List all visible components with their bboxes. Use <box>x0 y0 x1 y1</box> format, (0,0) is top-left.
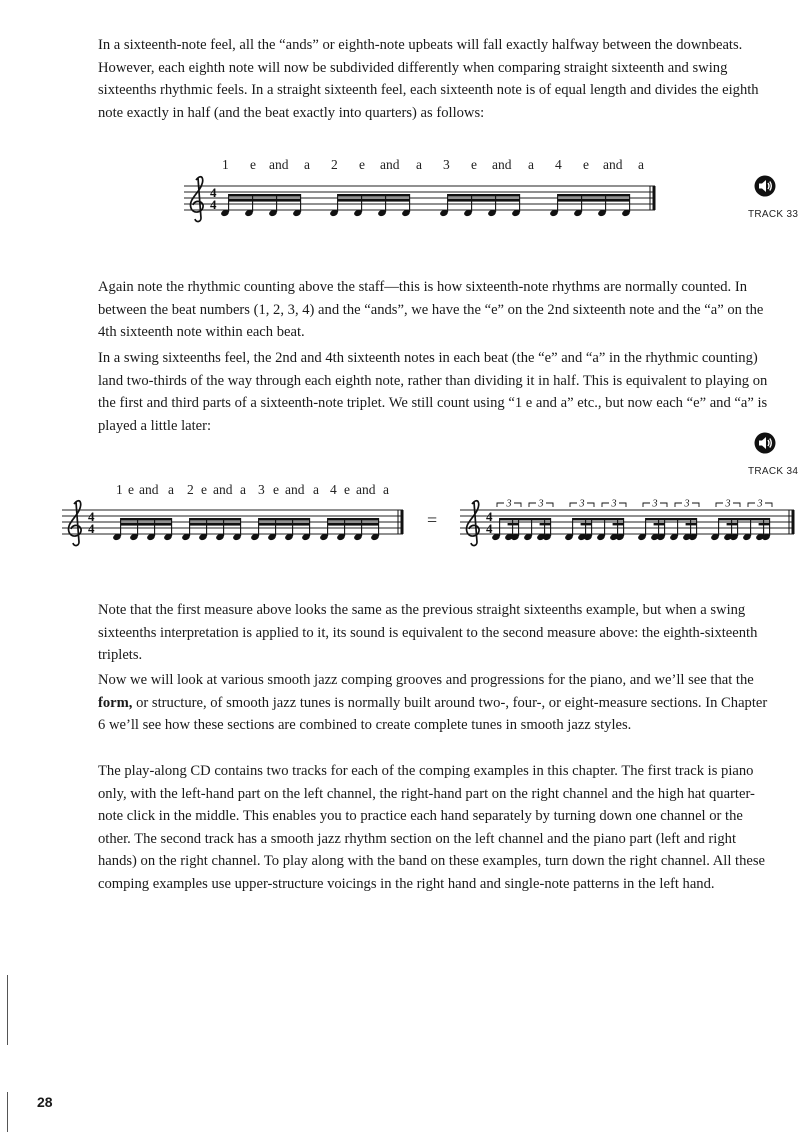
treble-clef-icon <box>190 177 203 222</box>
margin-mark <box>7 1092 8 1132</box>
time-signature <box>88 509 95 536</box>
count-syllable: and <box>285 482 305 497</box>
triplet-notes <box>491 499 772 542</box>
paragraph-form <box>98 669 770 737</box>
beam-secondary <box>654 523 665 525</box>
beam-secondary <box>508 523 519 525</box>
beam-secondary <box>759 523 770 525</box>
beam-secondary <box>121 523 172 526</box>
staff-lines <box>184 186 655 210</box>
beam-secondary <box>328 523 379 526</box>
paragraph-straight-sixteenths: In a sixteenth-note feel, all the “ands” or eighth-note upbeats will fall exactly halfway between the downbeats. However, each eighth note will now be subdivided differently when comparing straight sixteenth and swing sixteenths rhythmic feels. In a straight sixteenth feel, each sixteenth note is of equal length and divides the eighth note exactly in half (and the beat exactly into quarters) as follows: <box>98 37 759 121</box>
svg-text:4: 4 <box>88 521 95 536</box>
count-syllable: 1 <box>222 157 229 172</box>
beam-secondary <box>448 199 520 202</box>
count-syllable: a <box>528 157 534 172</box>
triplet-number: 3 <box>611 498 617 510</box>
time-signature <box>486 509 493 536</box>
beam-primary <box>719 518 770 520</box>
beam-primary <box>338 194 410 197</box>
margin-mark <box>7 975 8 1045</box>
beam-secondary <box>613 523 624 525</box>
count-syllable: and <box>492 157 512 172</box>
count-syllable: and <box>213 482 233 497</box>
count-syllable: and <box>356 482 376 497</box>
svg-text:4: 4 <box>88 509 95 524</box>
triplet-number: 3 <box>757 498 763 510</box>
track-label-34: TRACK 34 <box>748 466 799 477</box>
paragraph-form-text-1: Now we will look at various smooth jazz comping grooves and progressions for the piano, and we’ll see that the <box>98 672 754 688</box>
speaker-icon[interactable] <box>754 175 776 197</box>
term-form: form, <box>98 694 133 711</box>
page-number: 28 <box>37 1094 53 1110</box>
beam-primary <box>558 194 630 197</box>
beam-primary <box>259 518 310 521</box>
count-syllable: a <box>304 157 310 172</box>
beam-primary <box>190 518 241 521</box>
count-syllable: 4 <box>330 482 337 497</box>
count-syllable: 2 <box>331 157 338 172</box>
beam-secondary <box>338 199 410 202</box>
equals-sign: = <box>427 510 438 530</box>
staff-example-1 <box>180 172 660 224</box>
count-syllable: e <box>583 157 589 172</box>
triplet-number: 3 <box>725 498 731 510</box>
count-syllable: 4 <box>555 157 562 172</box>
beam-primary <box>121 518 172 521</box>
svg-text:4: 4 <box>486 509 493 524</box>
count-syllable: e <box>344 482 350 497</box>
staff-lines <box>460 510 794 534</box>
beam-secondary <box>259 523 310 526</box>
count-syllable: a <box>416 157 422 172</box>
triplet-number: 3 <box>579 498 585 510</box>
count-syllable: e <box>128 482 134 497</box>
count-syllable: e <box>359 157 365 172</box>
svg-text:4: 4 <box>486 521 493 536</box>
track-label-33: TRACK 33 <box>748 209 799 220</box>
beam-secondary <box>229 199 301 202</box>
time-signature <box>210 185 217 212</box>
treble-clef-icon <box>68 501 81 546</box>
sixteenth-notes <box>112 518 380 541</box>
count-syllable: e <box>471 157 477 172</box>
beam-primary <box>573 518 624 520</box>
beam-secondary <box>540 523 551 525</box>
count-syllable: a <box>313 482 319 497</box>
sixteenth-notes <box>220 194 631 217</box>
beam-primary <box>646 518 697 520</box>
count-syllable: and <box>380 157 400 172</box>
count-syllable: 2 <box>187 482 194 497</box>
count-syllable: a <box>168 482 174 497</box>
staff-example-2-sixteenths <box>58 496 408 548</box>
beam-secondary <box>727 523 738 525</box>
count-syllable: and <box>139 482 159 497</box>
beam-secondary <box>686 523 697 525</box>
paragraph-note-measure: Note that the first measure above looks the same as the previous straight sixteenths example, but when a swing sixteenths interpretation is applied to it, its sound is equivalent to the second measure above: the eighth-sixteenth triplets. <box>98 602 758 663</box>
beam-primary <box>328 518 379 521</box>
count-syllable: a <box>240 482 246 497</box>
triplet-number: 3 <box>652 498 658 510</box>
count-syllable: a <box>638 157 644 172</box>
paragraph-counting: Again note the rhythmic counting above the staff—this is how sixteenth-note rhythms are normally counted. In between the beat numbers (1, 2, 3, 4) and the “ands”, we have the “e” on the 2nd sixteenth note and the “a” on the 4th sixteenth note within each beat. <box>98 279 764 340</box>
count-syllable: and <box>603 157 623 172</box>
staff-example-2-triplets <box>456 480 800 548</box>
triplet-number: 3 <box>506 498 512 510</box>
beam-primary <box>229 194 301 197</box>
svg-text:4: 4 <box>210 197 217 212</box>
svg-text:4: 4 <box>210 185 217 200</box>
count-syllable: a <box>383 482 389 497</box>
paragraph-form-text-2: or structure, of smooth jazz tunes is normally built around two-, four-, or eight-measure sections. In Chapter 6 we’ll see how these sections are combined to create complete tunes in smooth jazz styles. <box>98 694 768 733</box>
beam-primary <box>448 194 520 197</box>
count-syllable: e <box>273 482 279 497</box>
count-syllable: and <box>269 157 289 172</box>
paragraph-play-along-cd: The play-along CD contains two tracks for each of the comping examples in this chapter. The first track is piano only, with the left-hand part on the left channel, the right-hand part on the right channel and the high hat quarter-note click in the middle. This enables you to practice each hand separately by turning down one channel or the other. The second track has a smooth jazz rhythm section on the left channel and the piano part (left and right hands) on the right channel. To play along with the band on these examples, turn down the right channel. All these comping examples use upper-structure voicings in the right hand and single-note patterns in the left hand. <box>98 763 766 892</box>
triplet-number: 3 <box>538 498 544 510</box>
count-syllable: 1 <box>116 482 123 497</box>
paragraph-swing-sixteenths: In a swing sixteenths feel, the 2nd and 4th sixteenth notes in each beat (the “e” and “a” in the rhythmic counting) land two-thirds of the way through each eighth note, rather than dividing it in half. This is equivalent to playing on the first and third parts of a sixteenth-note triplet. We still count using “1 e and a” etc., but now each “e” and “a” is played a little later: <box>98 350 768 434</box>
count-syllable: e <box>201 482 207 497</box>
count-syllable: 3 <box>258 482 265 497</box>
count-syllable: 3 <box>443 157 450 172</box>
count-syllable: e <box>250 157 256 172</box>
triplet-number: 3 <box>684 498 690 510</box>
speaker-icon[interactable] <box>754 432 776 454</box>
beam-secondary <box>558 199 630 202</box>
beam-secondary <box>190 523 241 526</box>
beam-primary <box>500 518 551 520</box>
staff-lines <box>62 510 403 534</box>
treble-clef-icon <box>466 501 479 546</box>
beam-secondary <box>581 523 592 525</box>
